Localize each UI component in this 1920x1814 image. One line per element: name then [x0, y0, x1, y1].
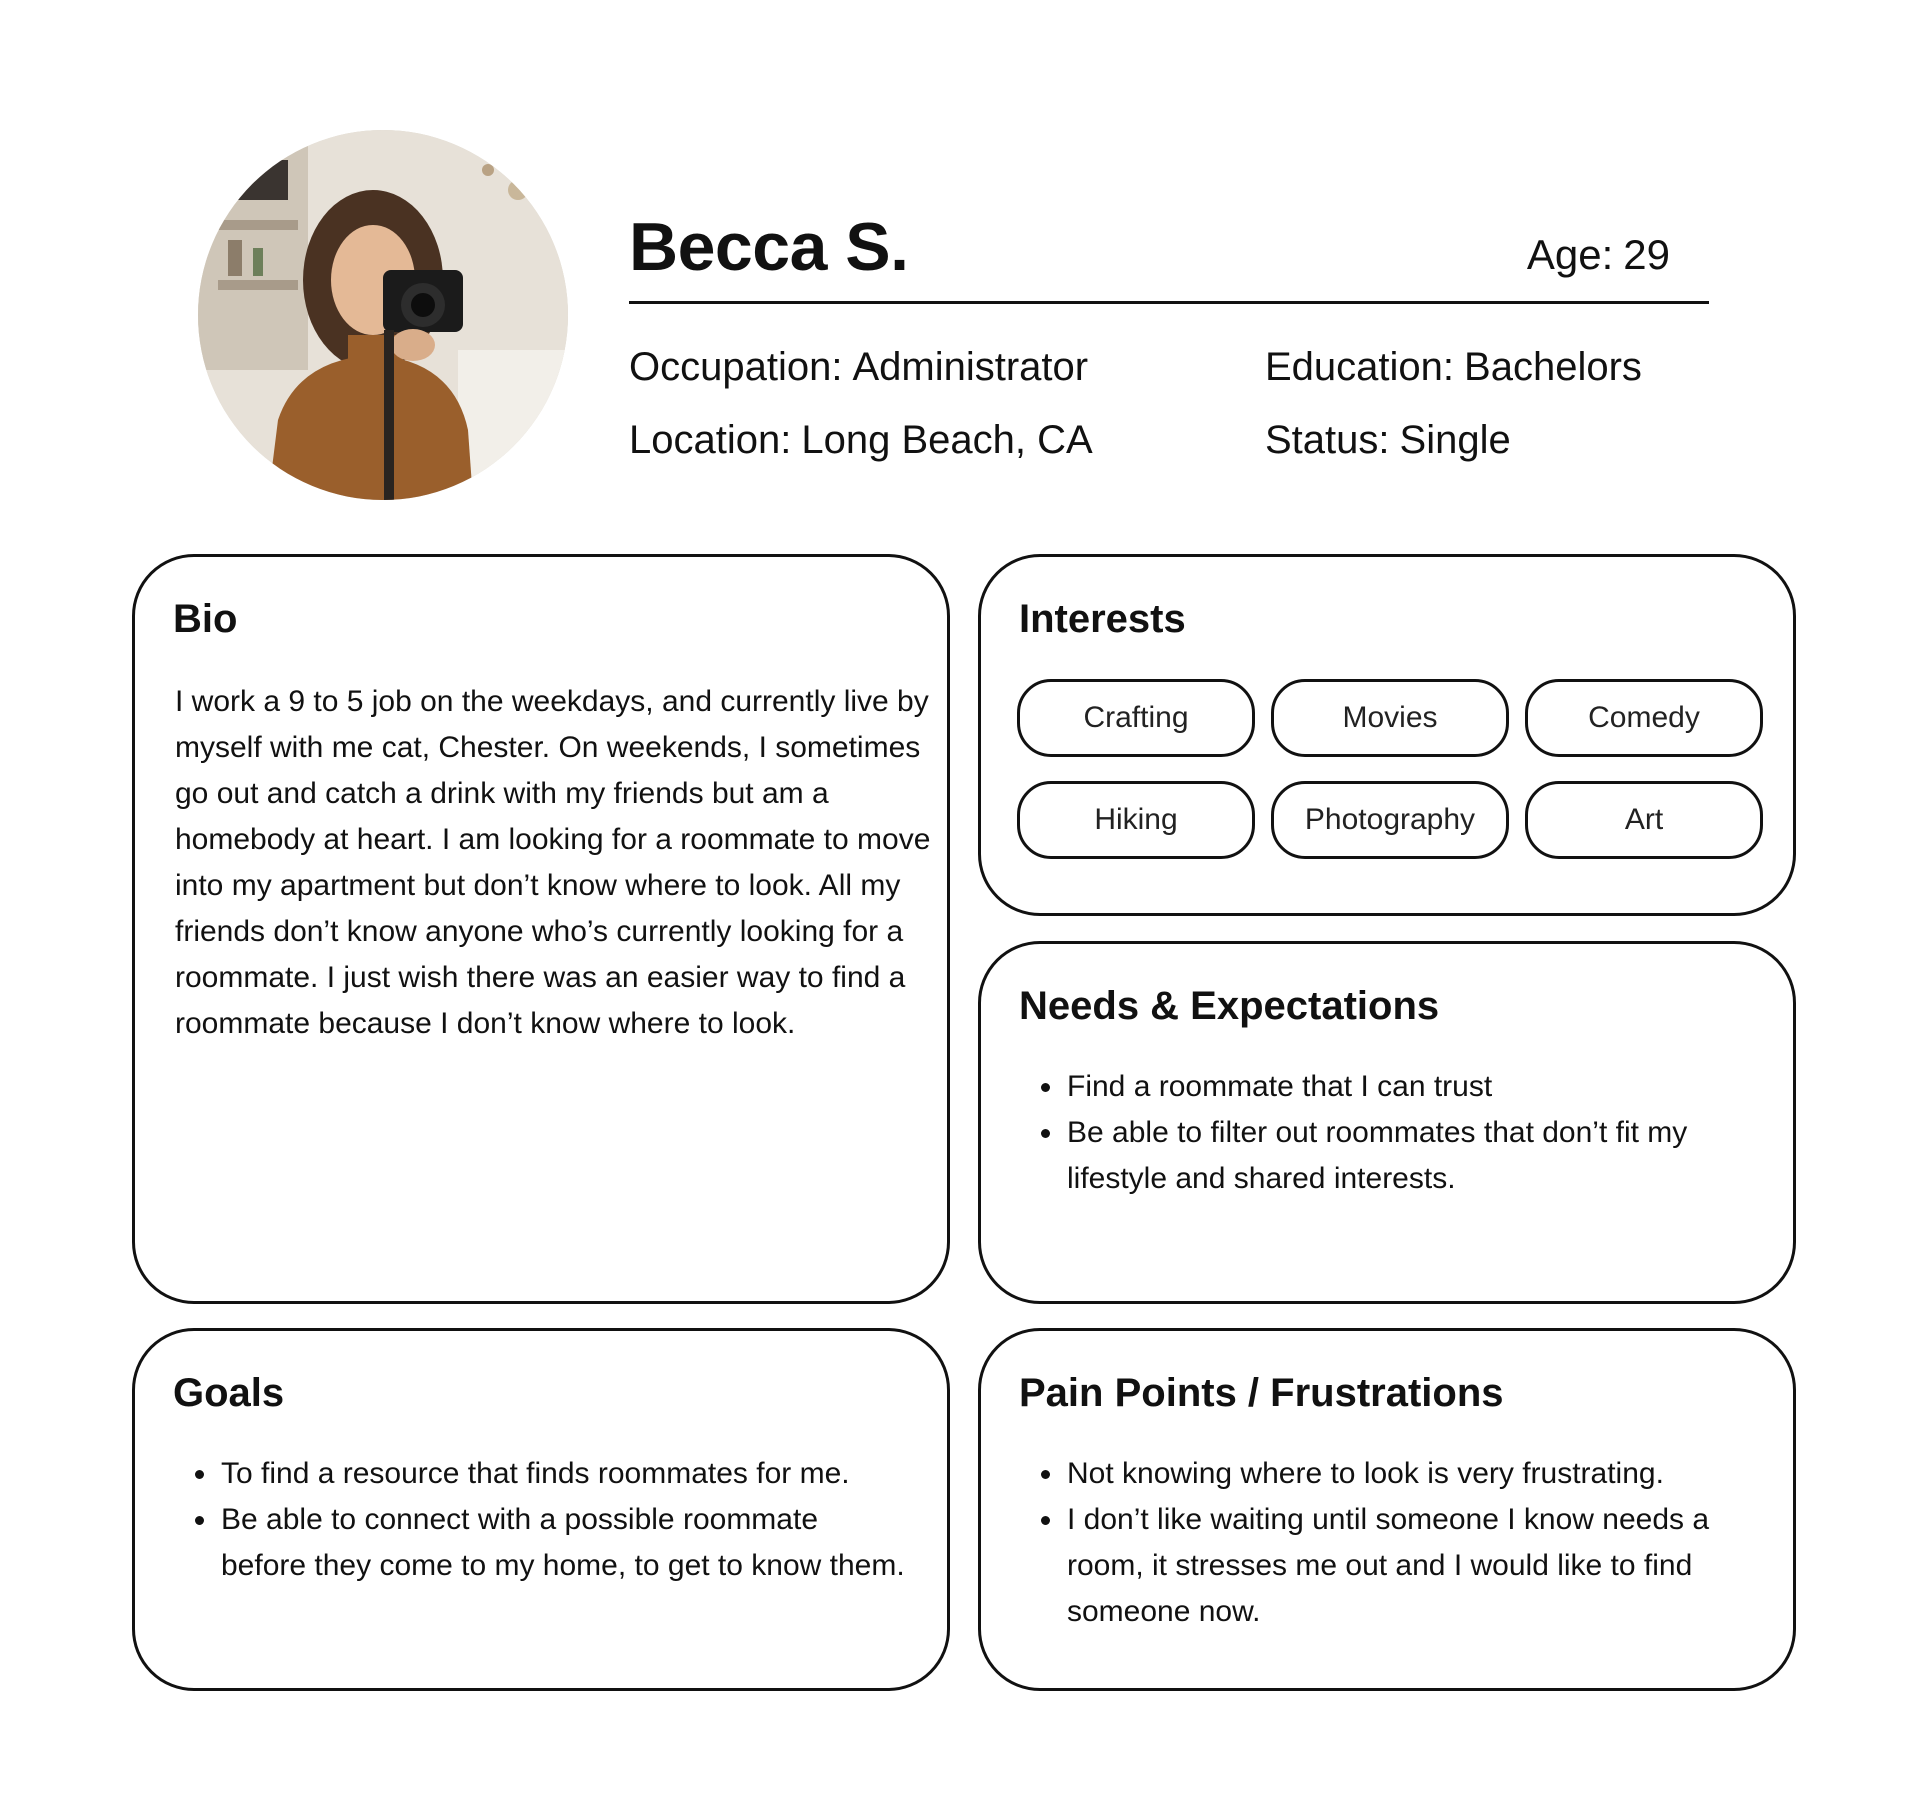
education-value: Bachelors	[1464, 345, 1642, 389]
occupation-label: Occupation:	[629, 345, 843, 389]
list-item: • To find a resource that finds roommates for me.	[219, 1451, 909, 1497]
occupation-field	[629, 343, 1088, 391]
location-field	[629, 416, 1093, 464]
list-item: • Be able to filter out roommates that don’t fit my lifestyle and shared interests.	[1065, 1110, 1765, 1202]
interest-tag: Movies	[1271, 679, 1509, 757]
education-field	[1265, 343, 1642, 391]
goals-list	[173, 1451, 909, 1589]
list-item: • Not knowing where to look is very frustrating.	[1065, 1451, 1765, 1497]
list-item: • Find a roommate that I can trust	[1065, 1064, 1765, 1110]
age-label: Age:	[1526, 231, 1614, 278]
list-item: • I don’t like waiting until someone I know needs a room, it stresses me out and I would like to find someone now.	[1065, 1497, 1765, 1635]
goals-title: Goals	[173, 1371, 285, 1415]
bio-title: Bio	[173, 597, 238, 641]
bio-card	[132, 554, 950, 1304]
occupation-value: Administrator	[852, 345, 1089, 389]
pain-points-card	[978, 1328, 1796, 1691]
avatar-photo	[198, 130, 568, 500]
interest-tag: Art	[1525, 781, 1763, 859]
avatar	[198, 130, 568, 500]
age-value: 29	[1623, 231, 1670, 278]
interests-title: Interests	[1019, 597, 1186, 641]
bio-text: I work a 9 to 5 job on the weekdays, and currently live by myself with me cat, Chester. On weekends, I sometimes go out and catch a drink with my friends but am a homebody at heart. I am looking for a roommate to move into my apartment but don’t know where to look. All my friends don’t know anyone who’s currently looking for a roommate. I just wish there was an easier way to find a roommate because I don’t know where to look.	[175, 685, 931, 1040]
status-label: Status:	[1265, 418, 1390, 462]
education-label: Education:	[1265, 345, 1455, 389]
needs-title: Needs & Expectations	[1019, 984, 1440, 1028]
location-label: Location:	[629, 418, 792, 462]
goals-card	[132, 1328, 950, 1691]
pain-points-title: Pain Points / Frustrations	[1019, 1371, 1504, 1415]
pain-points-list	[1019, 1451, 1765, 1635]
interest-tag: Hiking	[1017, 781, 1255, 859]
interest-tags	[1017, 679, 1763, 859]
persona-name: Becca S.	[629, 209, 909, 285]
interest-tag: Comedy	[1525, 679, 1763, 757]
age-field	[1527, 230, 1670, 280]
location-value: Long Beach, CA	[801, 418, 1093, 462]
interests-card	[978, 554, 1796, 916]
interest-tag: Crafting	[1017, 679, 1255, 757]
list-item: • Be able to connect with a possible roommate before they come to my home, to get to know them.	[219, 1497, 909, 1589]
needs-list	[1019, 1064, 1765, 1202]
status-field	[1265, 416, 1511, 464]
needs-card	[978, 941, 1796, 1304]
interest-tag: Photography	[1271, 781, 1509, 859]
status-value: Single	[1399, 418, 1511, 462]
header-divider	[629, 301, 1709, 304]
